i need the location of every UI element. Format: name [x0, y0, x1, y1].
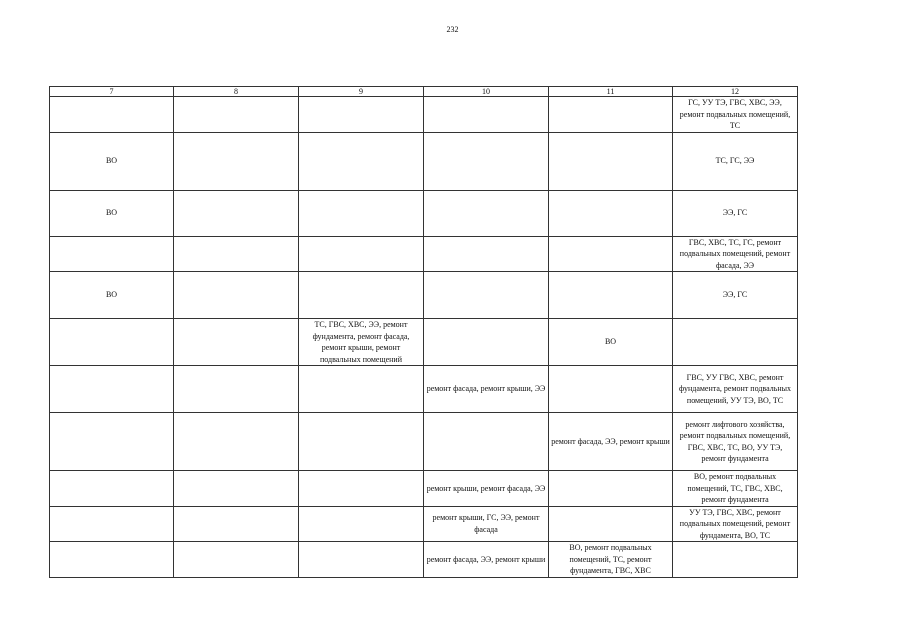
table-cell: [50, 366, 174, 413]
column-header-8: 8: [174, 87, 299, 97]
table-cell: [549, 471, 673, 507]
table-cell: [424, 413, 549, 471]
table-cell: ГС, УУ ТЭ, ГВС, ХВС, ЭЭ, ремонт подвальных помещений, ТС: [673, 97, 798, 133]
table-cell: [549, 366, 673, 413]
table-cell: [174, 413, 299, 471]
table-cell: [424, 319, 549, 366]
column-header-9: 9: [299, 87, 424, 97]
table-cell: ремонт крыши, ремонт фасада, ЭЭ: [424, 471, 549, 507]
table-cell: ВО: [549, 319, 673, 366]
table-cell: [549, 272, 673, 319]
table-cell: [174, 97, 299, 133]
table-cell: ремонт крыши, ГС, ЭЭ, ремонт фасада: [424, 506, 549, 542]
table-row: [50, 366, 798, 413]
table-cell: ремонт фасада, ЭЭ, ремонт крыши: [424, 542, 549, 578]
table-cell: [299, 97, 424, 133]
table-cell: [299, 506, 424, 542]
table-cell: [50, 413, 174, 471]
table-cell: [549, 506, 673, 542]
table-cell: ремонт фасада, ЭЭ, ремонт крыши: [549, 413, 673, 471]
table-cell: [50, 97, 174, 133]
table-cell: [50, 471, 174, 507]
table-cell: [673, 542, 798, 578]
table-cell: [174, 506, 299, 542]
table-row: [50, 190, 798, 236]
works-table: [49, 86, 798, 578]
table-cell: [50, 542, 174, 578]
table-cell: ТС, ГС, ЭЭ: [673, 132, 798, 190]
table-cell: ГВС, УУ ГВС, ХВС, ремонт фундамента, ремонт подвальных помещений, УУ ТЭ, ВО, ТС: [673, 366, 798, 413]
table-cell: ГВС, ХВС, ТС, ГС, ремонт подвальных помещений, ремонт фасада, ЭЭ: [673, 236, 798, 272]
table-cell: [424, 132, 549, 190]
table-cell: ВО: [50, 190, 174, 236]
table-cell: ЭЭ, ГС: [673, 190, 798, 236]
table-row: [50, 319, 798, 366]
table-cell: [549, 132, 673, 190]
column-header-12: 12: [673, 87, 798, 97]
table-row: [50, 97, 798, 133]
table-cell: [549, 190, 673, 236]
table-cell: [174, 366, 299, 413]
table-cell: [299, 272, 424, 319]
table-cell: ВО, ремонт подвальных помещений, ТС, ремонт фундамента, ГВС, ХВС: [549, 542, 673, 578]
column-header-10: 10: [424, 87, 549, 97]
table-row: [50, 236, 798, 272]
table-row: [50, 413, 798, 471]
table-row: [50, 471, 798, 507]
table-cell: [299, 413, 424, 471]
table-row: [50, 132, 798, 190]
column-header-7: 7: [50, 87, 174, 97]
table-cell: [424, 272, 549, 319]
table-cell: [174, 236, 299, 272]
table-cell: [673, 319, 798, 366]
table-cell: [299, 471, 424, 507]
table-cell: [424, 190, 549, 236]
table-cell: [174, 190, 299, 236]
table-cell: [424, 236, 549, 272]
table-cell: [549, 97, 673, 133]
table-cell: [299, 542, 424, 578]
table-cell: [174, 542, 299, 578]
table-cell: [424, 97, 549, 133]
table-cell: ремонт лифтового хозяйства, ремонт подвальных помещений, ГВС, ХВС, ТС, ВО, УУ ТЭ, ремонт фундамента: [673, 413, 798, 471]
page-number: 232: [446, 25, 459, 34]
table-cell: [50, 236, 174, 272]
table-row: [50, 506, 798, 542]
table-row: [50, 272, 798, 319]
table-cell: [299, 132, 424, 190]
table-row: [50, 542, 798, 578]
table-cell: ВО: [50, 272, 174, 319]
column-header-11: 11: [549, 87, 673, 97]
table-cell: [174, 132, 299, 190]
table-cell: ремонт фасада, ремонт крыши, ЭЭ: [424, 366, 549, 413]
header-row: [50, 87, 798, 97]
table-cell: [549, 236, 673, 272]
table-cell: [174, 272, 299, 319]
table-cell: ВО: [50, 132, 174, 190]
table-cell: [174, 319, 299, 366]
table-cell: [299, 190, 424, 236]
table-cell: [50, 506, 174, 542]
table-cell: ЭЭ, ГС: [673, 272, 798, 319]
table-cell: ТС, ГВС, ХВС, ЭЭ, ремонт фундамента, ремонт фасада, ремонт крыши, ремонт подвальных помещений: [299, 319, 424, 366]
table-cell: ВО, ремонт подвальных помещений, ТС, ГВС, ХВС, ремонт фундамента: [673, 471, 798, 507]
table-cell: [299, 236, 424, 272]
table-cell: [299, 366, 424, 413]
table-cell: [50, 319, 174, 366]
table-cell: [174, 471, 299, 507]
table-cell: УУ ТЭ, ГВС, ХВС, ремонт подвальных помещений, ремонт фундамента, ВО, ТС: [673, 506, 798, 542]
